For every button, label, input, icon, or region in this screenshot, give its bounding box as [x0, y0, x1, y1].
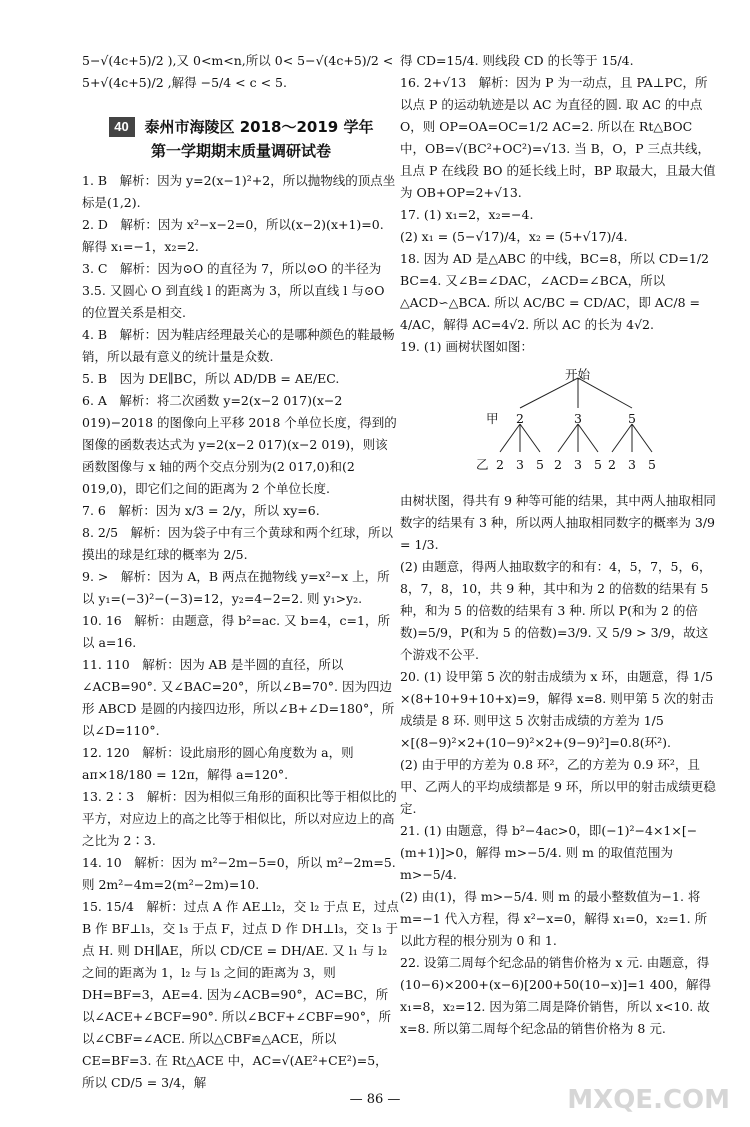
answer-item: 19. (1) 画树状图如图：: [400, 339, 534, 354]
header-line: 5−√(4c+5)/2 ),又 0<m<n,所以 0< 5−√(4c+5)/2 <: [82, 53, 394, 68]
answer-item: 8. 2/5 解析：因为袋子中有三个黄球和两个红球，所以摸出的球是红球的概率为 2/5.: [82, 525, 394, 562]
answer-item: 由树状图，得共有 9 种等可能的结果，其中两人抽取相同数字的结果有 3 种，所以两人抽取相同数字的概率为 3/9 = 1/3.: [400, 493, 716, 552]
answer-item: 4. B 解析：因为鞋店经理最关心的是哪种颜色的鞋最畅销，所以最有意义的统计量是众数.: [82, 327, 395, 364]
tree-root: 开始: [565, 367, 591, 382]
answer-item: 18. 因为 AD 是△ABC 的中线，BC=8，所以 CD=1/2 BC=4. 又∠B=∠DAC，∠ACD=∠BCA，所以△ACD∽△BCA. 所以 AC/BC = CD/AC，即 AC/8 = 4/AC，解得 AC=4√2. 所以 AC 的长为 4√2.: [400, 251, 710, 332]
answer-item: (2) 由(1)，得 m>−5/4. 则 m 的最小整数值为−1. 将 m=−1 代入方程，得 x²−x=0，解得 x₁=0，x₂=1. 所以此方程的根分别为 0 和 1.: [400, 889, 708, 948]
answer-item: 6. A 解析：将二次函数 y=2(x−2 017)(x−2 019)−2018 的图像向上平移 2018 个单位长度，得到的图像的函数表达式为 y=2(x−2 017)(x−2 019)，则该函数图像与 x 轴的两个交点分别为(2 017,0)和(2 019,0)，即它们之间的距离为 2 个单位长度.: [82, 393, 397, 496]
tree-level1-label: 甲: [486, 411, 499, 426]
answer-item: (2) 由于甲的方差为 0.8 环²，乙的方差为 0.9 环²，且甲、乙两人的平均成绩都是 9 环，所以甲的射击成绩更稳定.: [400, 757, 716, 816]
answer-item: 11. 110 解析：因为 AB 是半圆的直径，所以∠ACB=90°. 又∠BAC=20°，所以∠B=70°. 因为四边形 ABCD 是圆的内接四边形，所以∠B+∠D=180°，所以∠D=110°.: [82, 657, 395, 738]
answer-item: 10. 16 解析：由题意，得 b²=ac. 又 b=4，c=1，所以 a=16.: [82, 613, 390, 650]
tree-leaf: 5: [594, 457, 602, 472]
tree-leaf: 3: [574, 457, 582, 472]
watermark: MXQE.COM: [567, 1085, 730, 1115]
tree-leaf: 5: [648, 457, 656, 472]
answer-item: 7. 6 解析：因为 x/3 = 2/y，所以 xy=6.: [82, 503, 320, 518]
section-heading: [82, 116, 400, 138]
answer-item: 21. (1) 由题意，得 b²−4ac>0，即(−1)²−4×1×[−(m+1)]>0，解得 m>−5/4. 则 m 的取值范围为 m>−5/4.: [400, 823, 698, 882]
tree-level2-label: 乙: [476, 457, 489, 472]
answer-item: 1. B 解析：因为 y=2(x−1)²+2，所以抛物线的顶点坐标是(1,2).: [82, 173, 396, 210]
answer-item: 20. (1) 设甲第 5 次的射击成绩为 x 环，由题意，得 1/5 ×(8+10+9+10+x)=9，解得 x=8. 则甲第 5 次的射击成绩是 8 环. 则甲这 5 次射击成绩的方差为 1/5 ×[(8−9)²×2+(10−9)²×2+(9−9)²]=0.8(环²).: [400, 669, 714, 750]
answer-item: 13. 2∶3 解析：因为相似三角形的面积比等于相似比的平方，对应边上的高之比等于相似比，所以对应边上的高之比为 2∶3.: [82, 789, 397, 848]
tree-leaf: 5: [536, 457, 544, 472]
tree-diagram: [400, 364, 718, 484]
answer-item: 3. C 解析：因为⊙O 的直径为 7，所以⊙O 的半径为 3.5. 又圆心 O 到直线 l 的距离为 3，所以直线 l 与⊙O 的位置关系是相交.: [82, 261, 385, 320]
answer-item: (2) 由题意，得两人抽取数字的和有：4，5，7，5，6，8，7，8，10，共 9 种，其中和为 2 的倍数的结果有 5 种，和为 5 的倍数的结果有 3 种. 所以 P(和为 2 的倍数)=5/9，P(和为 5 的倍数)=3/9. 又 5/9 > 3/9，故这个游戏不公平.: [400, 559, 712, 662]
tree-leaf: 2: [554, 457, 562, 472]
answer-item: 17. (1) x₁=2，x₂=−4.: [400, 207, 534, 222]
answer-item: 16. 2+√13 解析：因为 P 为一动点，且 PA⊥PC，所以点 P 的运动轨迹是以 AC 为直径的圆. 取 AC 的中点 O，则 OP=OA=OC=1/2 AC=2. 所以在 Rt△BOC 中，OB=√(BC²+OC²)=√13. 当 B，O，P 三点共线，且点 P 在线段 BO 的延长线上时，BP 取最大，且最大值为 OB+OP=2+√13.: [400, 75, 716, 200]
section-badge: 40: [109, 117, 135, 137]
tree-leaf: 3: [516, 457, 524, 472]
tree-node: 2: [516, 411, 524, 426]
tree-leaf: 3: [628, 457, 636, 472]
answer-item: 15. 15/4 解析：过点 A 作 AE⊥l₂，交 l₂ 于点 E，过点 B 作 BF⊥l₃，交 l₃ 于点 F，过点 D 作 DH⊥l₃，交 l₃ 于点 H. 则 DH∥AE，所以 CD/CE = DH/AE. 又 l₁ 与 l₂ 之间的距离为 1，l₂ 与 l₃ 之间的距离为 3，则 DH=BF=3，AE=4. 因为∠ACB=90°，AC=BC，所以∠ACE+∠BCF=90°. 所以∠BCF+∠CBF=90°，所以∠CBF=∠ACE. 所以△CBF≌△ACE，所以 CE=BF=3. 在 Rt△ACE 中，AC=√(AE²+CE²)=5，所以 CD/5 = 3/4，解: [82, 899, 399, 1090]
answer-item: 2. D 解析：因为 x²−x−2=0，所以(x−2)(x+1)=0. 解得 x₁=−1，x₂=2.: [82, 217, 384, 254]
section-subtitle: 第一学期期末质量调研试卷: [150, 142, 331, 160]
section-title: 泰州市海陵区 2018～2019 学年: [144, 118, 374, 136]
answer-item: 9. > 解析：因为 A，B 两点在抛物线 y=x²−x 上，所以 y₁=(−3)²−(−3)=12，y₂=4−2=2. 则 y₁>y₂.: [82, 569, 390, 606]
page-number: — 86 —: [349, 1092, 401, 1107]
answer-item: 5. B 因为 DE∥BC，所以 AD/DB = AE/EC.: [82, 371, 340, 386]
answer-item: 12. 120 解析：设此扇形的圆心角度数为 a，则 aπ×18/180 = 12π，解得 a=120°.: [82, 745, 354, 782]
tree-leaf: 2: [608, 457, 616, 472]
tree-leaf: 2: [496, 457, 504, 472]
left-column: [82, 50, 400, 1094]
header-line: 得 CD=15/4. 则线段 CD 的长等于 15/4.: [400, 53, 634, 68]
answer-item: 14. 10 解析：因为 m²−2m−5=0，所以 m²−2m=5. 则 2m²−4m=2(m²−2m)=10.: [82, 855, 396, 892]
right-column: [400, 50, 718, 1040]
tree-node: 5: [628, 411, 636, 426]
header-line: 5+√(4c+5)/2 ,解得 −5/4 < c < 5.: [82, 75, 287, 90]
answer-item: 22. 设第二周每个纪念品的销售价格为 x 元. 由题意，得(10−6)×200+(x−6)[200+50(10−x)]=1 400，解得 x₁=8，x₂=12. 因为第二周是降价销售，所以 x<10. 故 x=8. 所以第二周每个纪念品的销售价格为 8 元.: [400, 955, 712, 1036]
answer-item: (2) x₁ = (5−√17)/4，x₂ = (5+√17)/4.: [400, 229, 628, 244]
tree-node: 3: [574, 411, 582, 426]
